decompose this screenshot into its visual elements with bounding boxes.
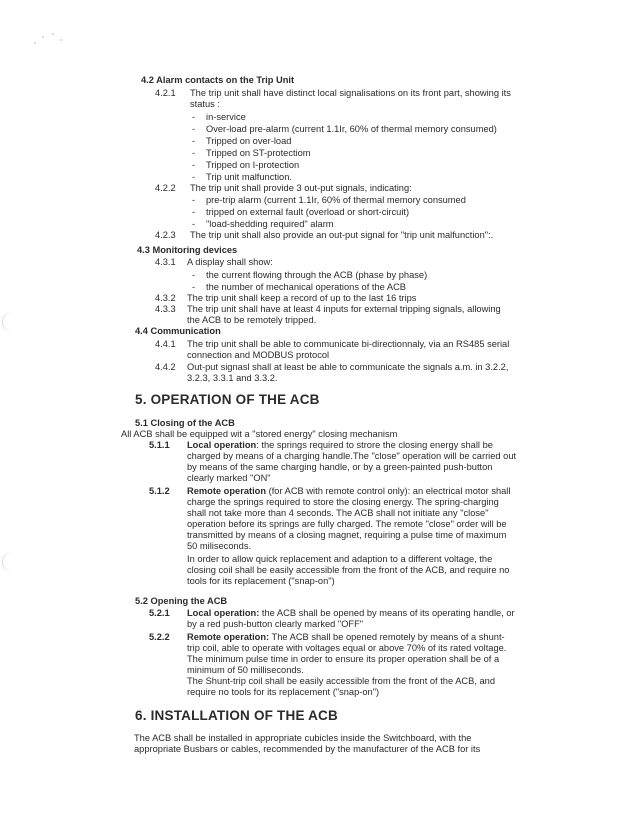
clause-number: 5.2.2 [149, 632, 170, 642]
clause-text: shall not take more than 4 seconds. The ACB shall not initiate any "close" [187, 508, 489, 518]
bullet-dash: - [192, 219, 196, 229]
clause-text: the ACB to be remotely tripped. [187, 315, 317, 325]
bullet-dash: - [192, 148, 196, 158]
clause-text [187, 440, 493, 451]
clause-text: minimum of 50 milliseconds. [187, 665, 304, 675]
list-item: Tripped on ST-protectiom [206, 148, 311, 158]
clause-text: charged by means of a charging handle.The "close" operation will be carried out [187, 451, 517, 461]
list-item: pre-trip alarm (current 1.1Ir, 60% of thermal memory consumed [206, 195, 466, 205]
clause-number: 5.2.1 [149, 608, 170, 618]
clause-number: 5.1.1 [149, 440, 170, 450]
clause-text: transmitted by means of a closing magnet, requiring a pulse time of maximum [187, 530, 507, 540]
clause-text: The minimum pulse time in order to ensure its proper operation shall be of a [187, 654, 500, 664]
clause-text: A display shall show: [187, 257, 273, 267]
paragraph-line: appropriate Busbars or cables, recommended by the manufacturer of the ACB for its [134, 744, 481, 754]
section-heading-5-1: 5.1 Closing of the ACB [135, 418, 235, 428]
clause-text: clearly marked "ON" [187, 473, 271, 483]
clause-text: The trip unit shall keep a record of up to the last 16 trips [187, 293, 417, 303]
clause-text: by a red push-button clearly marked "OFF" [187, 619, 364, 629]
list-item: in-service [206, 112, 246, 122]
clause-label: Remote operation: [187, 632, 270, 642]
chapter-heading-5: 5. OPERATION OF THE ACB [135, 392, 320, 407]
clause-number: 4.2.1 [155, 88, 176, 98]
clause-text: The Shunt-trip coil shall be easily accessible from the front of the ACB, and [187, 676, 495, 686]
clause-text: require no tools for its replacement ("snap-on") [187, 687, 380, 697]
clause-text: 50 miliseconds. [187, 541, 252, 551]
clause-label: Local operation: [187, 608, 260, 618]
section-intro: All ACB shall be equipped wit a "stored energy" closing mechanism [121, 429, 398, 439]
list-item: "load-shedding required" alarm [206, 219, 334, 229]
section-heading-5-2: 5.2 Opening the ACB [135, 596, 228, 606]
clause-number: 4.2.3 [155, 230, 176, 240]
clause-text-part: the ACB shall be opened by means of its operating handle, or [259, 608, 515, 618]
list-item: the current flowing through the ACB (phase by phase) [206, 270, 428, 280]
clause-text: The trip unit shall be able to communicate bi-directionnaly, via an RS485 serial [187, 339, 510, 349]
clause-text [187, 486, 510, 497]
clause-number: 4.3.3 [155, 304, 176, 314]
list-item: the number of mechanical operations of the ACB [206, 282, 407, 292]
clause-text: In order to allow quick replacement and adaption to a different voltage, the [187, 554, 493, 564]
list-item: Trip unit malfunction. [206, 172, 292, 182]
bullet-dash: - [192, 195, 196, 205]
clause-label: Local operation [187, 440, 257, 450]
list-item: tripped on external fault (overload or short-circuit) [206, 207, 410, 217]
clause-text: Out-put signasl shall at least be able to communicate the signals a.m. in 3.2.2, [187, 362, 509, 372]
clause-text: The trip unit shall have distinct local signalisations on its front part, showing its [190, 88, 511, 98]
bullet-dash: - [192, 270, 196, 280]
section-heading-4-2: 4.2 Alarm contacts on the Trip Unit [141, 75, 295, 85]
clause-text: charge the springs required to store the closing energy. The spring-charging [187, 497, 499, 507]
clause-text: status : [190, 99, 220, 109]
clause-text [187, 632, 505, 643]
clause-text: trip coil, able to operate with voltages equal or above 70% of its rated voltage. [187, 643, 507, 653]
clause-text: The trip unit shall have at least 4 inputs for external tripping signals, allowing [187, 304, 501, 314]
bullet-dash: - [192, 172, 196, 182]
clause-text [187, 608, 515, 619]
punch-hole-bottom [2, 552, 15, 572]
clause-number: 4.3.1 [155, 257, 176, 267]
clause-text: operation before its springs are fully charged. The remote "close" order will be [187, 519, 507, 529]
clause-text: The trip unit shall also provide an out-put signal for "trip unit malfunction":. [190, 230, 494, 240]
clause-number: 4.3.2 [155, 293, 176, 303]
clause-text: The trip unit shall provide 3 out-put signals, indicating: [190, 183, 412, 193]
clause-text: tools for its replacement ("snap-on") [187, 576, 335, 586]
clause-text: by means of the same charging handle, or by a green-painted push-button [187, 462, 493, 472]
clause-text-part: : the springs required to strore the closing energy shall be [256, 440, 493, 450]
chapter-heading-6: 6. INSTALLATION OF THE ACB [135, 708, 338, 723]
list-item: Over-load pre-alarm (current 1.1Ir, 60% of thermal memory consumed) [206, 124, 497, 134]
clause-number: 4.4.2 [155, 362, 176, 372]
clause-text: closing coil shall be easily accessible from the front of the ACB, and require no [187, 565, 510, 575]
clause-number: 4.2.2 [155, 183, 176, 193]
bullet-dash: - [192, 112, 196, 122]
scan-specks [30, 30, 70, 50]
bullet-dash: - [192, 124, 196, 134]
clause-text-part: (for ACB with remote control only): an electrical motor shall [266, 486, 511, 496]
clause-text: 3.2.3, 3.3.1 and 3.3.2. [187, 373, 278, 383]
clause-number: 4.4.1 [155, 339, 176, 349]
bullet-dash: - [192, 207, 196, 217]
list-item: Tripped on I-protection [206, 160, 300, 170]
clause-text: connection and MODBUS protocol [187, 350, 330, 360]
bullet-dash: - [192, 160, 196, 170]
section-heading-4-4: 4.4 Communication [135, 326, 221, 336]
clause-number: 5.1.2 [149, 486, 170, 496]
clause-text-part: The ACB shall be opened remotely by means of a shunt- [269, 632, 505, 642]
list-item: Tripped on over-load [206, 136, 292, 146]
clause-label: Remote operation [187, 486, 267, 496]
paragraph-line: The ACB shall be installed in appropriate cubicles inside the Switchboard, with the [134, 733, 472, 743]
bullet-dash: - [192, 282, 196, 292]
punch-hole-top [2, 312, 15, 332]
bullet-dash: - [192, 136, 196, 146]
section-heading-4-3: 4.3 Monitoring devices [137, 245, 238, 255]
